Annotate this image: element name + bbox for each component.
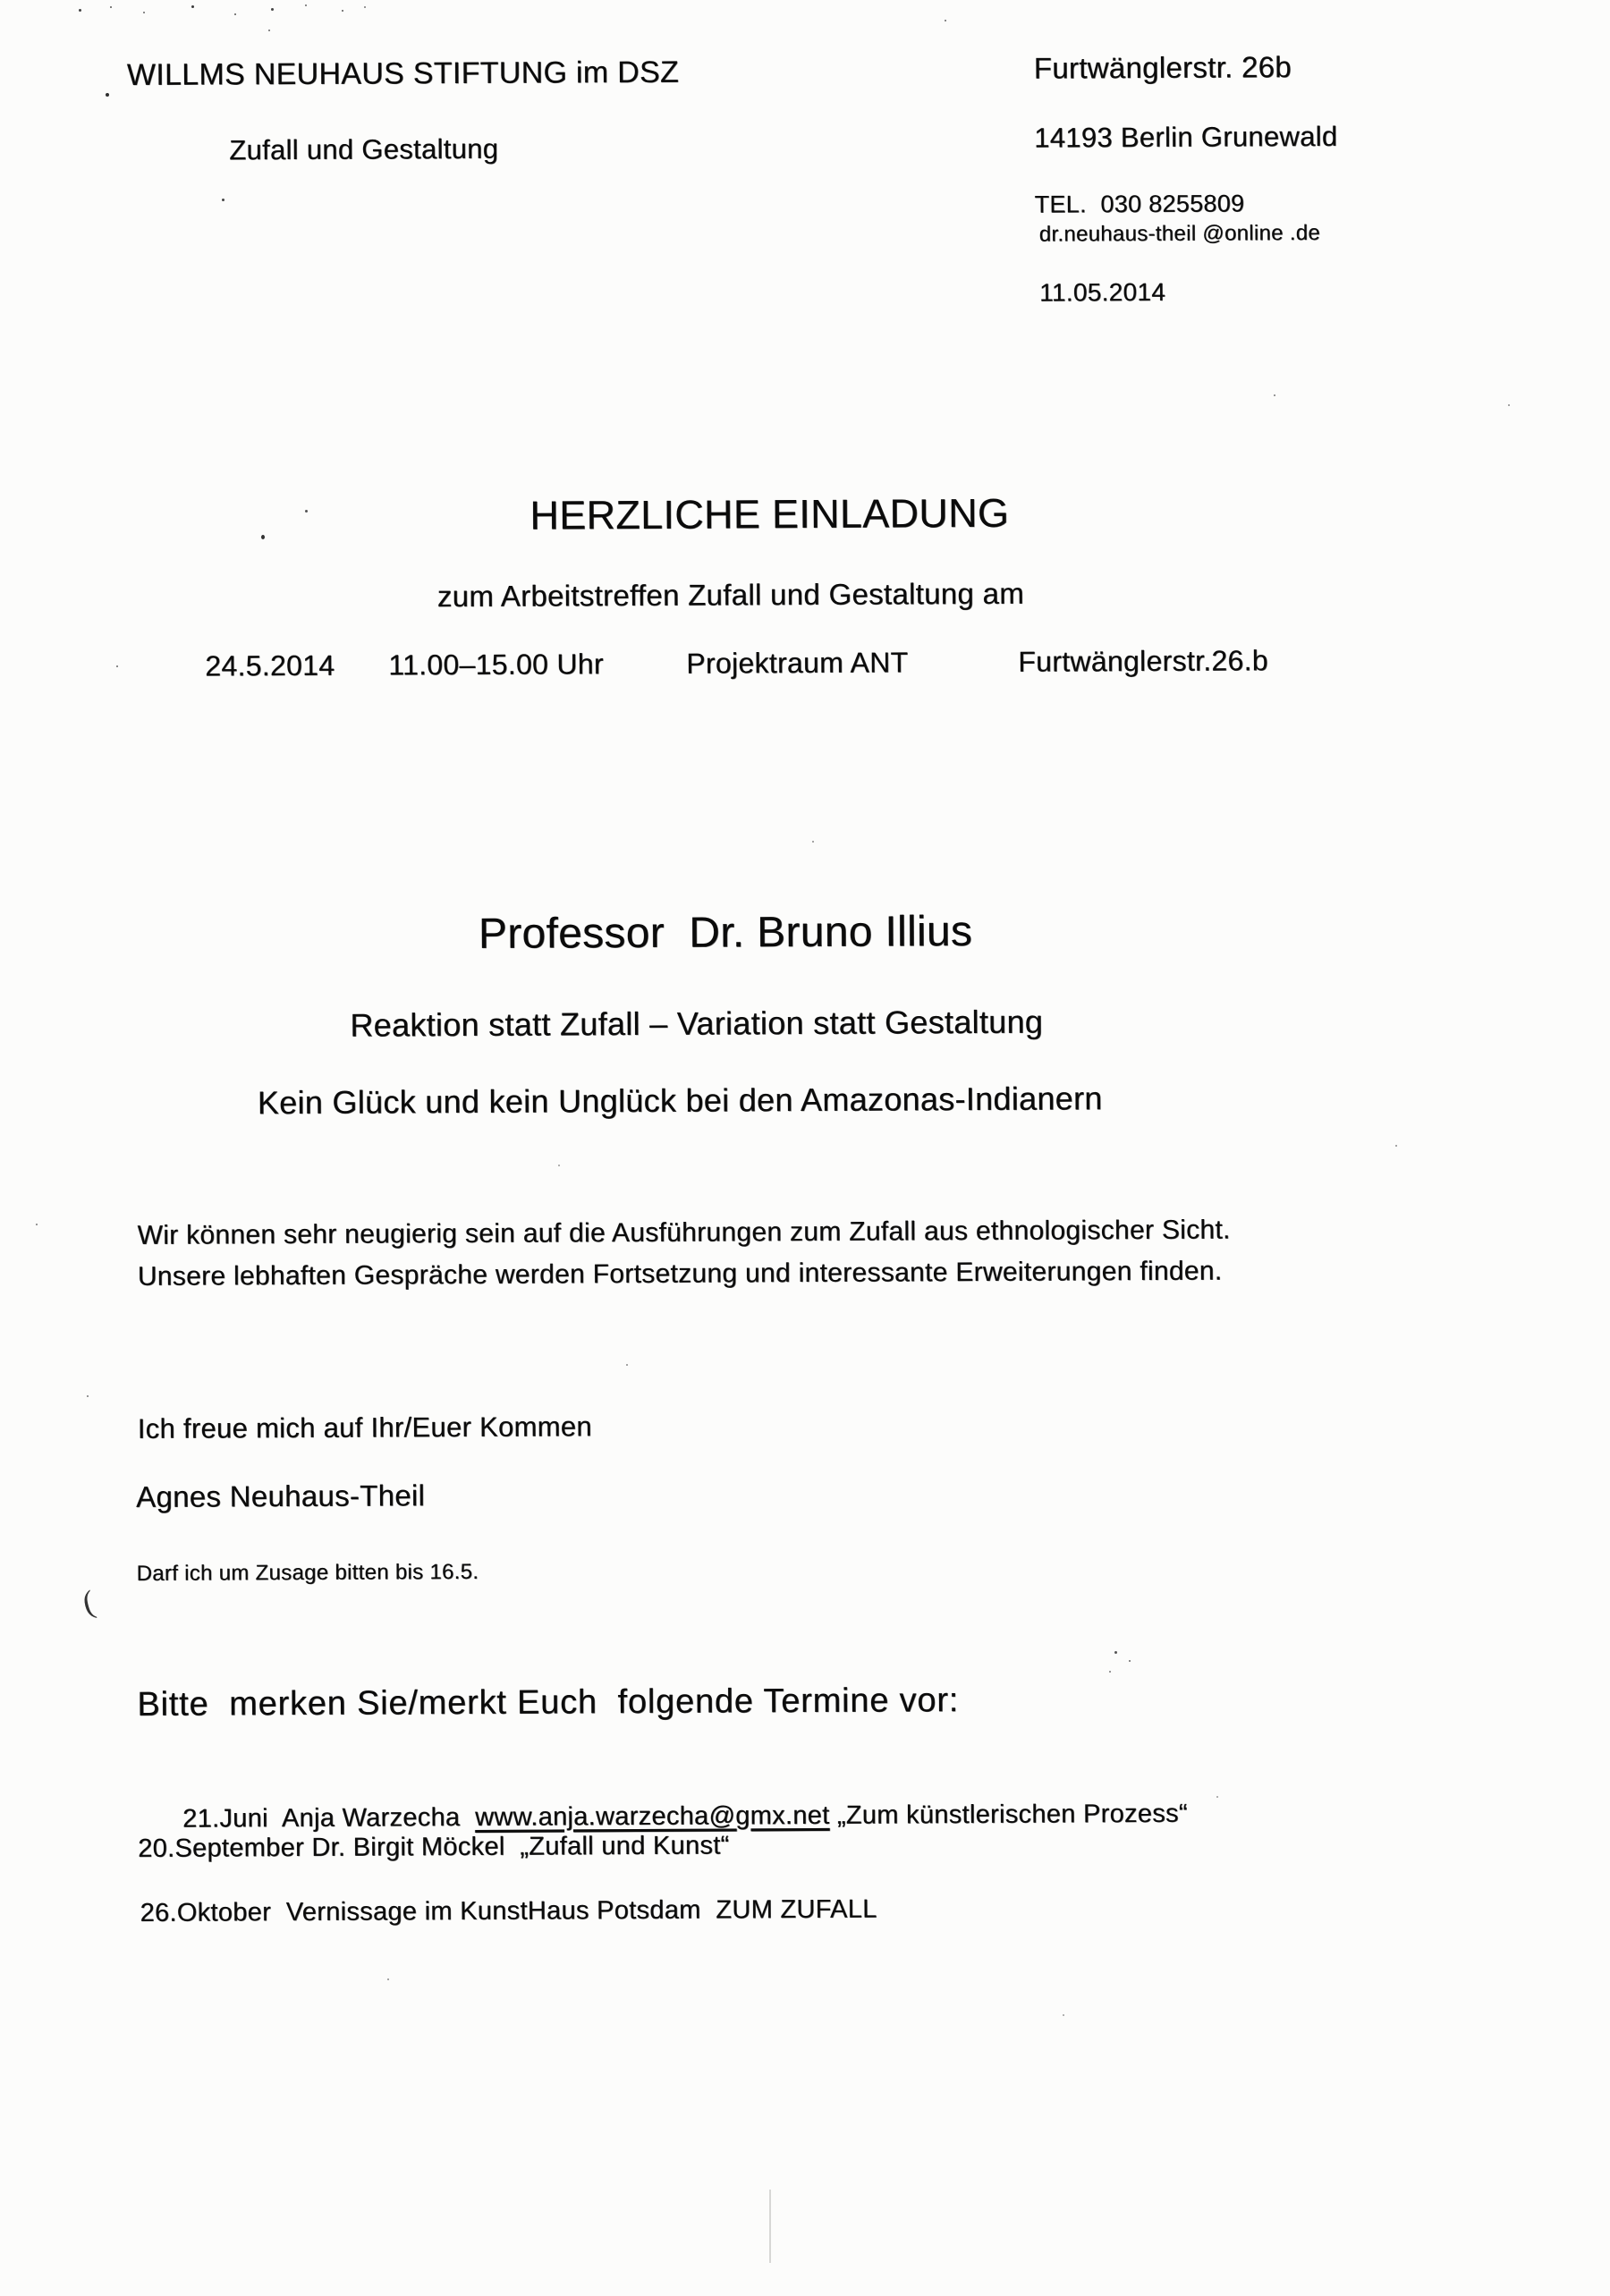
date-item-september: 20.September Dr. Birgit Möckel „Zufall und Kunst“	[138, 1831, 730, 1863]
scan-speck	[1129, 1660, 1131, 1662]
scan-speck	[222, 199, 225, 201]
scan-speck	[387, 1978, 389, 1980]
scan-speck	[1216, 1796, 1218, 1798]
date-item-october: 26.Oktober Vernissage im KunstHaus Potsdam ZUM ZUFALL	[140, 1894, 877, 1927]
body-paragraph-line2: Unsere lebhaften Gespräche werden Fortsetzung und interessante Erweiterungen finden.	[137, 1256, 1223, 1292]
scan-speck	[234, 13, 236, 15]
speaker-name: Professor Dr. Bruno Illius	[478, 908, 973, 958]
scan-speck	[1395, 1145, 1397, 1147]
scan-speck	[1508, 404, 1510, 406]
scan-speck	[364, 6, 366, 8]
scan-mark-paren: (	[79, 1583, 98, 1622]
contact-email: dr.neuhaus-theil @online .de	[1038, 220, 1321, 247]
sender-org-subtitle: Zufall und Gestaltung	[229, 132, 499, 166]
scan-speck	[558, 1165, 560, 1166]
event-address: Furtwänglerstr.26.b	[1018, 644, 1269, 678]
rsvp-note: Darf ich um Zusage bitten bis 16.5.	[136, 1559, 479, 1586]
date-item-june-prefix: 21.Juni Anja Warzecha	[182, 1802, 476, 1834]
dates-section-heading: Bitte merken Sie/merkt Euch folgende Termine vor:	[137, 1682, 960, 1724]
scan-speck	[79, 9, 81, 12]
scan-speck	[271, 8, 274, 11]
scan-speck	[87, 1395, 89, 1397]
scan-speck	[1274, 394, 1275, 396]
scan-speck	[116, 665, 118, 667]
scan-speck	[191, 5, 194, 8]
scan-speck	[1109, 1671, 1111, 1673]
sender-org-name: WILLMS NEUHAUS STIFTUNG im DSZ	[126, 55, 680, 92]
scan-speck	[106, 93, 109, 97]
scan-speck	[1063, 2014, 1064, 2016]
contact-phone: TEL. 030 8255809	[1034, 190, 1245, 218]
talk-title-line1: Reaktion statt Zufall – Variation statt Gestaltung	[350, 1003, 1044, 1044]
event-date: 24.5.2014	[205, 648, 335, 682]
scan-speck	[945, 20, 946, 21]
closing-line: Ich freue mich auf Ihr/Euer Kommen	[137, 1411, 593, 1445]
scan-line-artifact	[769, 2190, 771, 2263]
scan-speck	[342, 10, 343, 12]
invitation-title: HERZLICHE EINLADUNG	[530, 489, 1010, 538]
scan-speck	[626, 1364, 628, 1366]
talk-title-line2: Kein Glück und kein Unglück bei den Amazonas-Indianern	[257, 1080, 1103, 1122]
scan-speck	[110, 6, 112, 8]
contact-street: Furtwänglerstr. 26b	[1033, 50, 1292, 85]
date-item-june-suffix: „Zum künstlerischen Prozess“	[829, 1799, 1188, 1830]
event-time: 11.00–15.00 Uhr	[388, 648, 604, 682]
signature-name: Agnes Neuhaus-Theil	[136, 1478, 426, 1513]
scan-speck	[261, 535, 265, 539]
event-room: Projektraum ANT	[686, 646, 909, 680]
email-link: www.anja.warzecha@gmx.net	[475, 1800, 830, 1832]
scan-speck	[1114, 1651, 1117, 1654]
invitation-subtitle: zum Arbeitstreffen Zufall und Gestaltung am	[436, 576, 1025, 614]
scan-speck	[143, 12, 145, 13]
letter-date: 11.05.2014	[1039, 277, 1166, 307]
scan-speck	[36, 1224, 38, 1225]
scan-speck	[812, 841, 814, 843]
scan-speck	[305, 510, 308, 513]
scan-speck	[268, 30, 270, 31]
body-paragraph-line1: Wir können sehr neugierig sein auf die Ausführungen zum Zufall aus ethnologischer Sicht.	[137, 1215, 1231, 1250]
contact-city: 14193 Berlin Grunewald	[1034, 120, 1338, 154]
scan-speck	[305, 4, 307, 6]
